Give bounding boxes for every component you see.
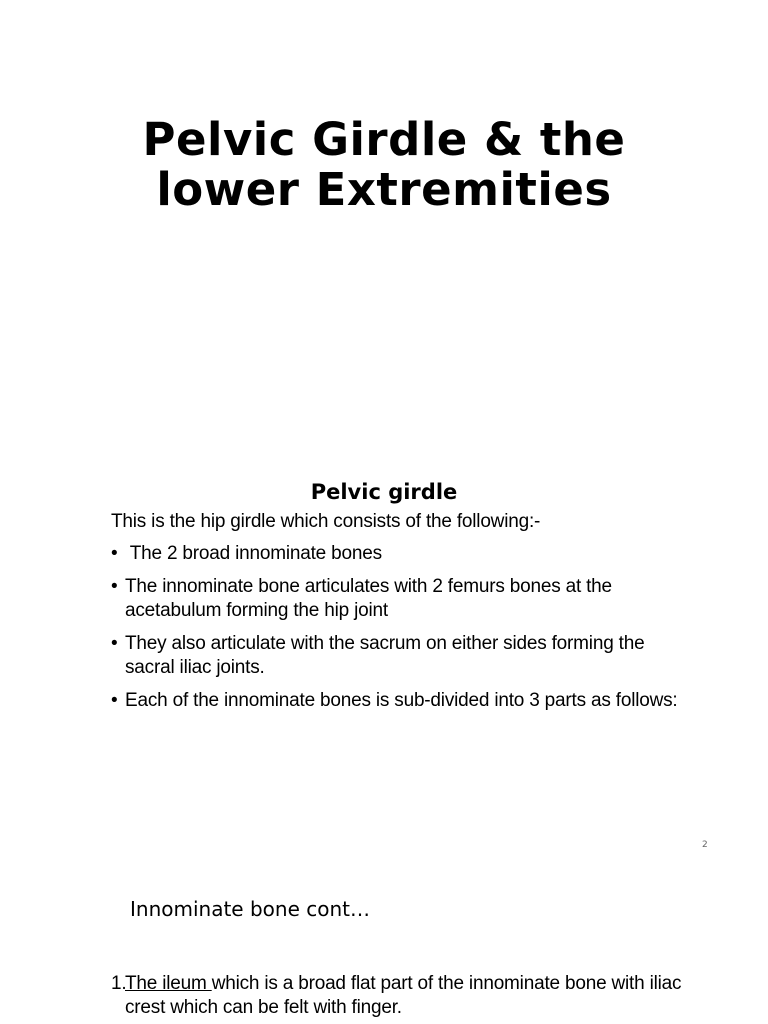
numbered-item — [111, 972, 685, 1020]
list-item-text: The innominate bone articulates with 2 femurs bones at the acetabulum forming the hip joint — [125, 576, 612, 621]
list-item — [111, 632, 691, 680]
bullet-icon: • — [111, 690, 118, 711]
bullet-icon: • — [111, 633, 118, 654]
list-item-text: The 2 broad innominate bones — [125, 543, 382, 564]
title-line-2: lower Extremities — [156, 163, 612, 216]
page-title — [0, 115, 768, 215]
slide-title — [0, 0, 768, 440]
item-term: The ileum — [125, 973, 212, 994]
bullet-list — [111, 542, 691, 722]
slide-innominate-bone — [0, 860, 768, 1024]
page-number: 2 — [702, 840, 708, 850]
item-number: 1. — [111, 973, 127, 994]
list-item — [111, 542, 691, 566]
bullet-icon: • — [111, 576, 118, 597]
list-item — [111, 689, 691, 713]
section-heading: Pelvic girdle — [310, 480, 458, 504]
bullet-icon: • — [111, 543, 118, 564]
section-heading: Innominate bone cont… — [130, 897, 370, 921]
list-item — [111, 575, 691, 623]
intro-text: This is the hip girdle which consists of the following:- — [111, 511, 541, 532]
list-item-text: They also articulate with the sacrum on either sides forming the sacral iliac joints. — [125, 633, 645, 678]
list-item-text: Each of the innominate bones is sub-divided into 3 parts as follows: — [125, 690, 678, 711]
slide-pelvic-girdle — [0, 440, 768, 860]
item-text: which is a broad flat part of the innominate bone with iliac crest which can be felt with finger. — [125, 973, 682, 1018]
title-line-1: Pelvic Girdle & the — [142, 113, 626, 166]
